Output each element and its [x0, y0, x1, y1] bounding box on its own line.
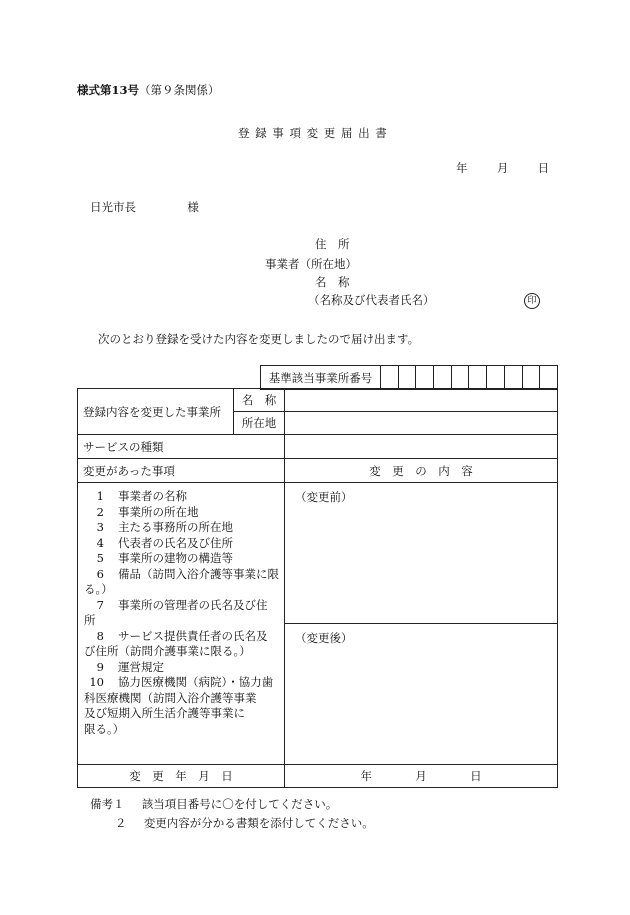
before-change-label: （変更前） — [295, 490, 353, 504]
changed-item-continuation: 限る。） — [84, 721, 125, 736]
note-line-1: 該当項目番号に〇を付してください。 — [141, 797, 338, 811]
form-title: 登 録 事 項 変 更 届 出 書 — [238, 126, 388, 140]
changed-items-list — [78, 483, 285, 765]
note-2 — [115, 815, 374, 831]
changed-item-text: 代表者の氏名及び住所 — [118, 535, 233, 550]
addressee-name: 日光市長 — [90, 200, 136, 214]
form-number-main: 様式第13号 — [77, 83, 140, 97]
after-change-field[interactable] — [285, 624, 558, 765]
office-number-digit[interactable] — [434, 366, 452, 390]
changed-item-number: 2 — [96, 504, 104, 519]
note-1 — [90, 796, 337, 812]
office-location-field[interactable] — [285, 412, 558, 435]
addressee-suffix: 様 — [187, 200, 199, 214]
office-name-label: 名 称 — [234, 389, 285, 412]
office-number-digit[interactable] — [522, 366, 540, 390]
form-number — [77, 82, 220, 98]
change-content-label: 変 更 の 内 容 — [285, 459, 558, 483]
changed-item-text: 事業所の所在地 — [118, 504, 199, 519]
changed-item-continuation: 所 — [84, 613, 96, 627]
changed-item-number: 9 — [96, 659, 104, 674]
changed-item-text: 備品（訪問入浴介護等事業に限 — [118, 566, 279, 581]
changed-items-label: 変更があった事項 — [78, 459, 285, 483]
changed-item-text: 事業所の管理者の氏名及び住 — [118, 597, 268, 612]
change-date-month: 月 — [415, 769, 427, 783]
changed-item-number: 1 — [96, 489, 104, 503]
change-form-table — [77, 388, 558, 788]
applicant-operator-label: 事業者（所在地） — [265, 257, 357, 271]
office-name-field[interactable] — [285, 389, 558, 412]
office-number-digit[interactable] — [487, 366, 505, 390]
office-number-digit[interactable] — [469, 366, 487, 390]
change-date-label: 変 更 年 月 日 — [78, 765, 285, 788]
changed-item — [84, 505, 280, 521]
changed-item — [84, 675, 280, 691]
changed-item-text: 事業者の名称 — [118, 489, 187, 503]
intro-text: 次のとおり登録を受けた内容を変更しましたので届け出ます。 — [98, 332, 420, 346]
changed-item — [84, 660, 280, 676]
changed-item — [84, 567, 280, 583]
before-change-field[interactable] — [285, 483, 558, 624]
addressee — [90, 199, 199, 215]
seal-mark — [524, 292, 540, 309]
changed-item-number: 3 — [96, 520, 104, 534]
changed-item-text: サービス提供責任者の氏名及 — [118, 628, 268, 643]
service-type-label: サービスの種類 — [78, 435, 285, 459]
office-number-table — [260, 365, 558, 390]
date-year: 年 — [456, 161, 468, 175]
changed-item — [84, 629, 280, 645]
date-month: 月 — [496, 161, 509, 175]
applicant-name-detail: （名称及び代表者氏名） — [308, 293, 435, 307]
applicant-name-label: 名 称 — [315, 275, 350, 289]
office-location-label: 所在地 — [234, 412, 285, 435]
changed-item-text: 主たる事務所の所在地 — [118, 520, 233, 534]
seal-icon: 印 — [524, 293, 540, 309]
changed-item-continuation: び住所（訪問介護事業に限る。） — [84, 644, 251, 658]
changed-item-number: 7 — [96, 597, 104, 612]
changed-item-number: 5 — [96, 551, 104, 565]
changed-item-text: 運営規定 — [118, 659, 164, 674]
change-date-field[interactable] — [285, 765, 558, 788]
change-date-year: 年 — [360, 769, 372, 783]
changed-item-continuation: 及び短期入所生活介護等事業に — [84, 706, 245, 720]
office-number-digit[interactable] — [504, 366, 522, 390]
date-day: 日 — [537, 161, 550, 175]
note-label: 備考１ — [90, 797, 125, 811]
date-line — [456, 160, 549, 176]
changed-item — [84, 536, 280, 552]
note-line-2: 変更内容が分かる書類を添付してください。 — [143, 816, 374, 830]
changed-item — [84, 551, 280, 567]
changed-item-number: 4 — [96, 535, 104, 550]
office-number-digit[interactable] — [451, 366, 469, 390]
changed-item — [84, 598, 280, 614]
after-change-label: （変更後） — [295, 631, 353, 645]
service-type-field[interactable] — [285, 435, 558, 459]
changed-item-continuation: 科医療機関（訪問入浴介護等事業 — [84, 690, 257, 705]
changed-item — [84, 489, 280, 505]
changed-item-number: 8 — [96, 628, 104, 643]
office-number-digit[interactable] — [416, 366, 434, 390]
form-number-article: （第９条関係） — [139, 83, 220, 97]
changed-item — [84, 520, 280, 536]
office-number-digit[interactable] — [540, 366, 558, 390]
changed-item-number: 10 — [89, 675, 104, 689]
note-number-2: ２ — [115, 816, 127, 830]
office-number-digit[interactable] — [381, 366, 399, 390]
office-number-digit[interactable] — [398, 366, 416, 390]
applicant-address-label: 住 所 — [315, 237, 350, 251]
changed-item-text: 事業所の建物の構造等 — [118, 551, 233, 565]
changed-office-label: 登録内容を変更した事業所 — [78, 389, 234, 435]
office-number-label: 基準該当事業所番号 — [261, 366, 381, 390]
changed-item-text: 協力医療機関（病院）・協力歯 — [118, 675, 274, 689]
change-date-day: 日 — [470, 769, 482, 783]
changed-item-continuation: る。） — [84, 582, 113, 596]
changed-item-number: 6 — [96, 566, 104, 581]
